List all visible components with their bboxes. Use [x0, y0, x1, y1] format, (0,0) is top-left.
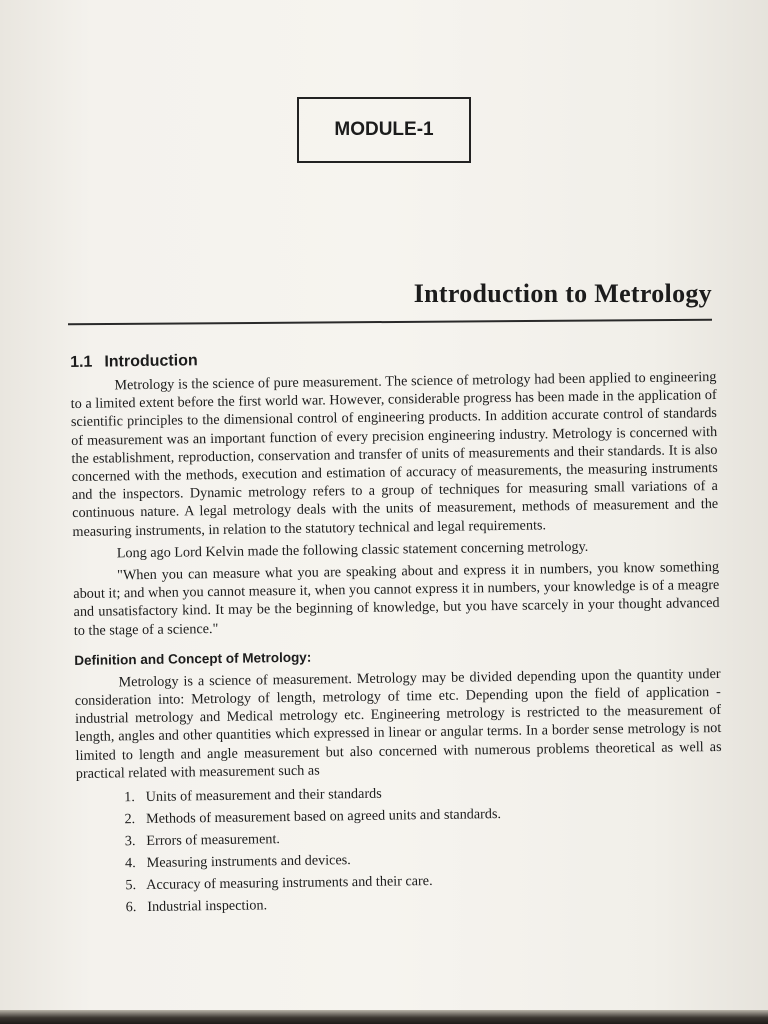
chapter-title: Introduction to Metrology [413, 279, 712, 308]
section-title: Introduction [104, 352, 198, 371]
definition-paragraph: Metrology is a science of measurement. Metrology may be divided depending upon the quantity under consideration into: Metrology of length, metrology of time etc. Depending upon the field of application - industrial metrology and Medical metrology etc. Engineering metrology is restricted to the measurement of length, angles and other quantities which expressed in linear or angular terms. In a border sense metrology is not limited to length and angle measurement but also concerned with numerous problems theoretical as well as practical related with measurement such as [74, 665, 722, 782]
list-item-number: 4. [125, 855, 136, 872]
page-content [70, 344, 724, 919]
list-item-number: 1. [124, 789, 135, 806]
list-item-text: Measuring instruments and devices. [146, 852, 351, 872]
definition-heading: Definition and Concept of Metrology: [74, 649, 312, 668]
list-item-text: Industrial inspection. [147, 897, 268, 916]
list-item-text: Errors of measurement. [146, 831, 281, 850]
list-item-text: Methods of measurement based on agreed units and standards. [145, 806, 502, 828]
title-rule [68, 319, 712, 325]
topics-list [76, 778, 724, 919]
module-label: MODULE-1 [334, 119, 434, 140]
module-box [297, 97, 471, 163]
section-number: 1.1 [70, 353, 93, 371]
list-item-number: 5. [125, 877, 137, 894]
list-item-text: Units of measurement and their standards [145, 785, 382, 806]
list-item-text: Accuracy of measuring instruments and their care. [146, 873, 433, 894]
kelvin-intro-paragraph: Long ago Lord Kelvin made the following classic statement concerning metrology. [116, 538, 589, 562]
intro-paragraph: Metrology is the science of pure measurement. The science of metrology had been applied to engineering to a limited extent before the first world war. However, considerable progress has been made in the application of scientific principles to the dimensional control of engineering products. In addition accurate control of standards of measurement was an important function of every precision engineering industry. Metrology is concerned with the establishment, reproduction, conservation and transfer of units of measurements and their standards. It is also concerned with the methods, execution and estimation of accuracy of measurements, the measuring instruments and the inspectors. Dynamic metrology refers to a group of techniques for measuring small variations of a continuous nature. A legal metrology deals with the units of measurement, methods of measurement and the measuring instruments, in relation to the statutory technical and legal requirements. [70, 368, 719, 540]
list-item-number: 3. [124, 833, 136, 850]
page-bottom-edge [0, 1010, 768, 1024]
list-item-number: 6. [125, 899, 137, 916]
list-item-number: 2. [124, 811, 136, 828]
kelvin-quote-paragraph: "When you can measure what you are speaking about and express it in numbers, you know something about it; and when you cannot measure it, when you cannot express it in numbers, your knowledge is of a meagre and unsatisfactory kind. It may be the beginning of knowledge, but you have scarcely in your thought advanced to the stage of a science." [73, 558, 720, 639]
